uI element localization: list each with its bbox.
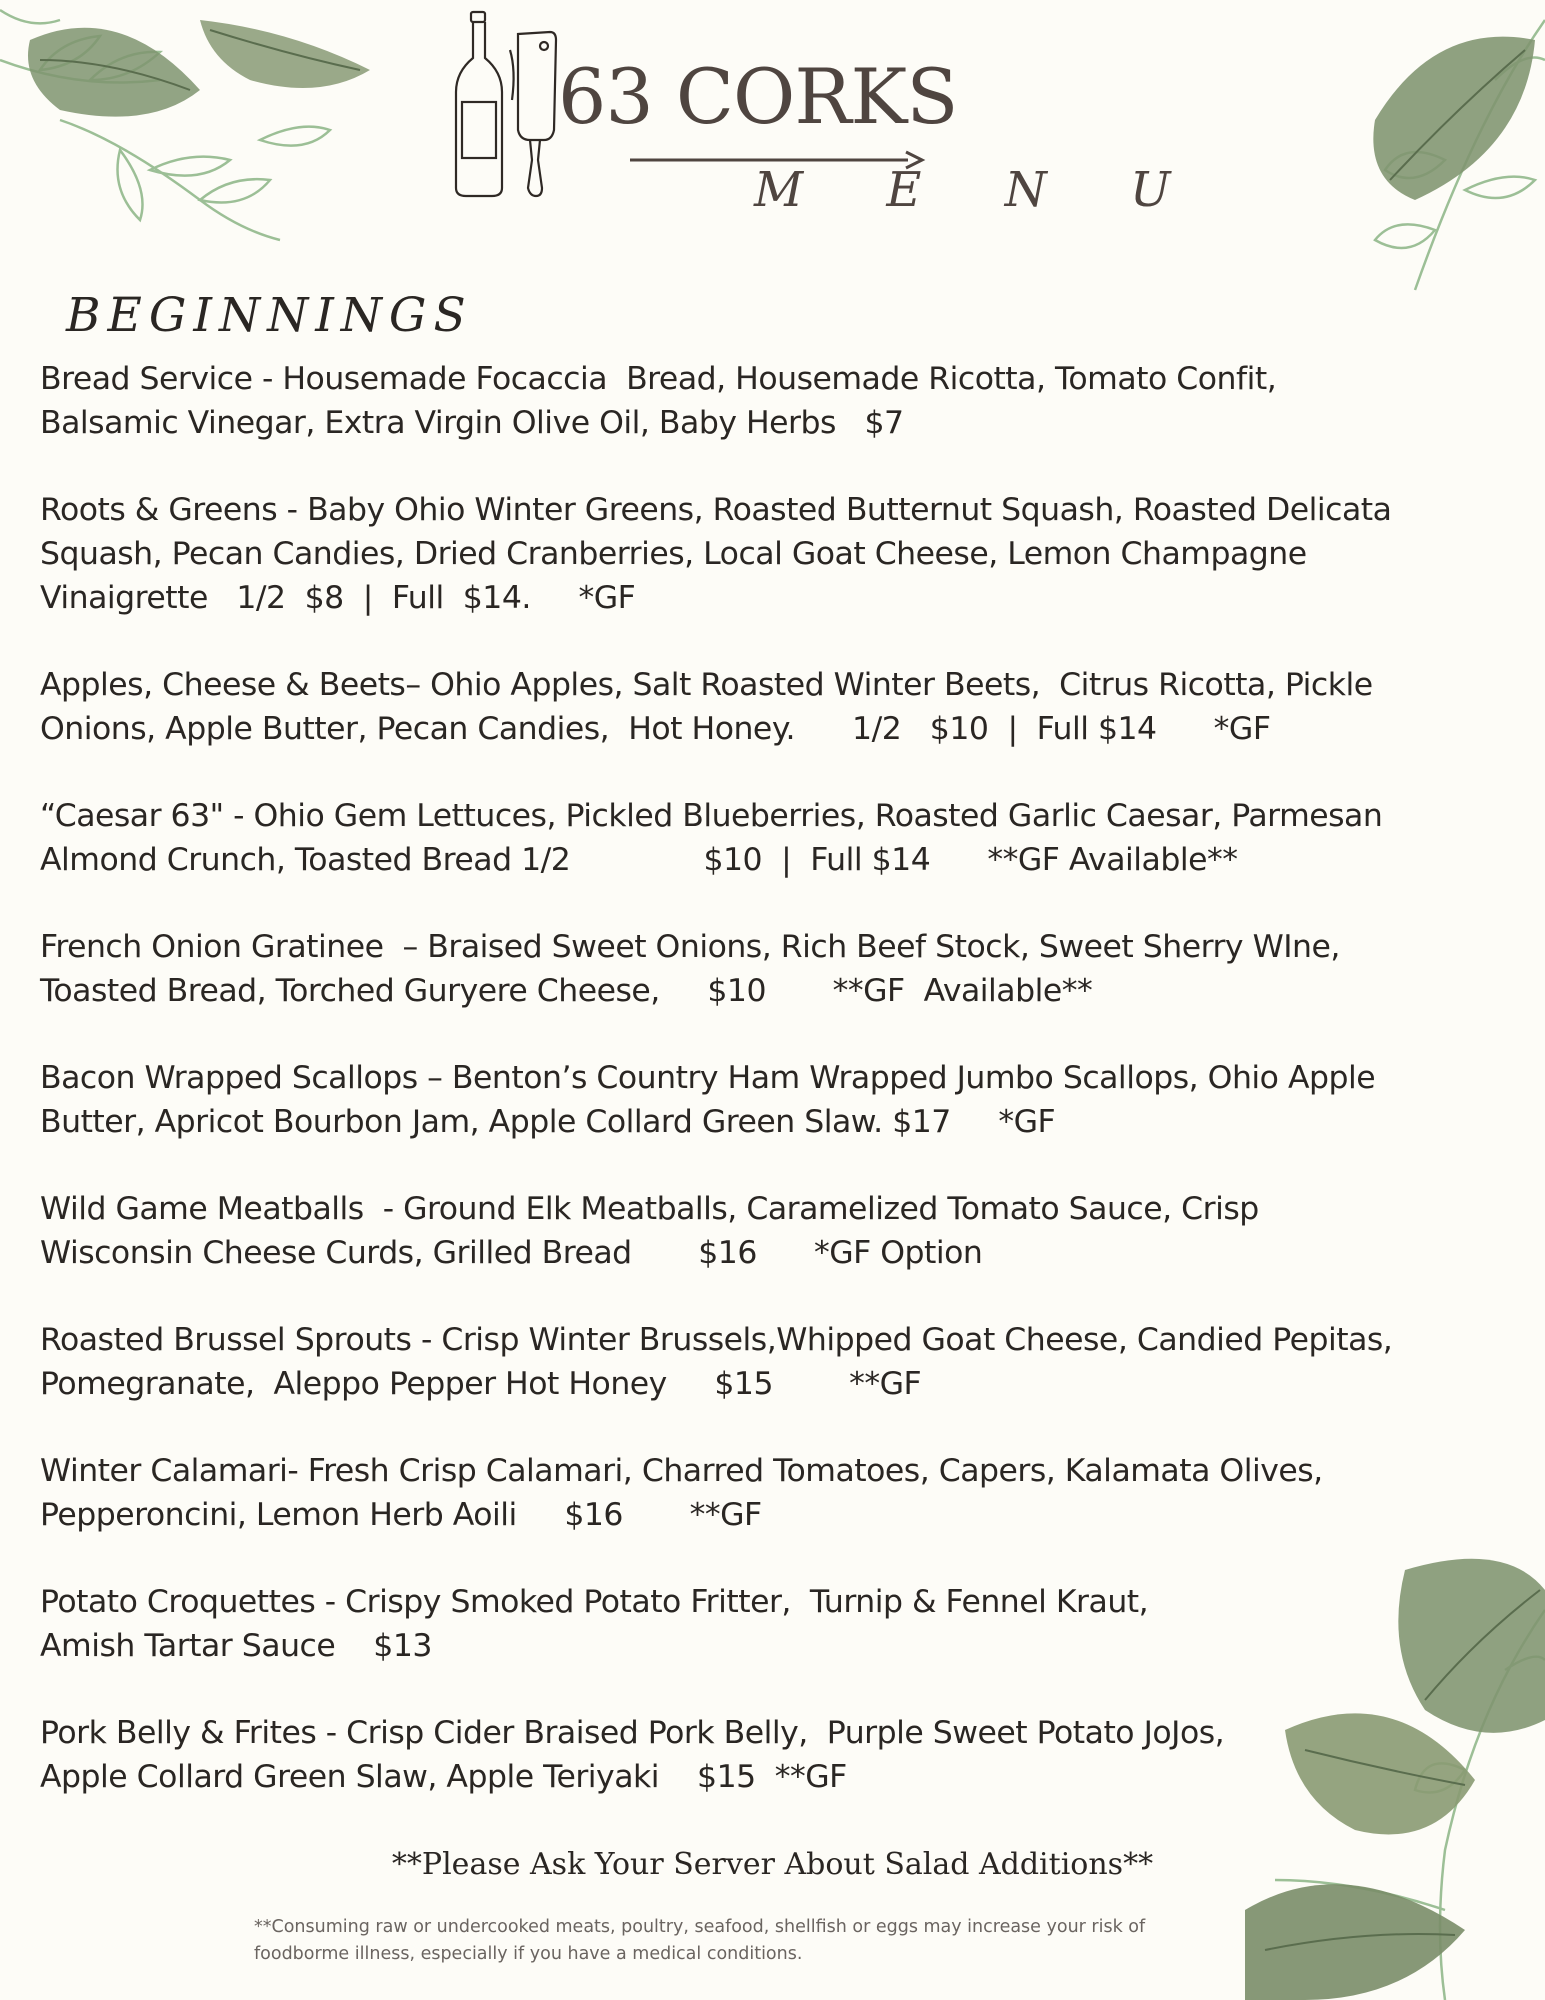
- section-title: BEGINNINGS: [66, 288, 473, 343]
- menu-item-pork-belly-frites: Pork Belly & Frites - Crisp Cider Braised Pork Belly, Purple Sweet Potato JoJos, Apple Collard Green Slaw, Apple Teriyaki $15 **GF: [40, 1715, 1225, 1795]
- menu-item-caesar-63: “Caesar 63" - Ohio Gem Lettuces, Pickled Blueberries, Roasted Garlic Caesar, Parmesan Almond Crunch, Toasted Bread 1/2 $10 | Full $14 **GF Available**: [40, 798, 1383, 878]
- menu-item-bacon-wrapped-scallops: Bacon Wrapped Scallops – Benton’s Country Ham Wrapped Jumbo Scallops, Ohio Apple Butter, Apricot Bourbon Jam, Apple Collard Green Slaw. $17 *GF: [40, 1060, 1376, 1140]
- leaf-cluster-top-right: [1295, 0, 1545, 300]
- salad-additions-note: **Please Ask Your Server About Salad Additions**: [391, 1847, 1154, 1882]
- menu-item-potato-croquettes: Potato Croquettes - Crispy Smoked Potato Fritter, Turnip & Fennel Kraut, Amish Tartar Sauce $13: [40, 1584, 1149, 1664]
- menu-item-wild-game-meatballs: Wild Game Meatballs - Ground Elk Meatballs, Caramelized Tomato Sauce, Crisp Wisconsin Cheese Curds, Grilled Bread $16 *GF Option: [40, 1191, 1259, 1271]
- menu-list: [40, 357, 1500, 1842]
- menu-item-winter-calamari: Winter Calamari- Fresh Crisp Calamari, Charred Tomatoes, Capers, Kalamata Olives, Pepperoncini, Lemon Herb Aoili $16 **GF: [40, 1453, 1323, 1533]
- leaf-cluster-top-left: [0, 0, 380, 260]
- menu-item-roasted-brussel-sprouts: Roasted Brussel Sprouts - Crisp Winter Brussels,Whipped Goat Cheese, Candied Pepitas, Pomegranate, Aleppo Pepper Hot Honey $15 **GF: [40, 1322, 1393, 1402]
- menu-item-roots-greens: Roots & Greens - Baby Ohio Winter Greens, Roasted Butternut Squash, Roasted Delicata Squash, Pecan Candies, Dried Cranberries, Local Goat Cheese, Lemon Champagne Vinaigrette 1/2 $8 | Full $14. *GF: [40, 492, 1392, 616]
- menu-item-bread-service: Bread Service - Housemade Focaccia Bread, Housemade Ricotta, Tomato Confit, Balsamic Vinegar, Extra Virgin Olive Oil, Baby Herbs $7: [40, 361, 1277, 441]
- food-safety-disclaimer: **Consuming raw or undercooked meats, poultry, seafood, shellfish or eggs may increase your risk of foodborme illness, especially if you have a medical conditions.: [254, 1917, 1146, 1964]
- brand-logo: [448, 8, 1205, 218]
- brand-title: 63 CORKS: [558, 52, 958, 141]
- menu-item-french-onion-gratinee: French Onion Gratinee – Braised Sweet Onions, Rich Beef Stock, Sweet Sherry WIne, Toasted Bread, Torched Guryere Cheese, $10 **GF Available**: [40, 929, 1340, 1009]
- menu-item-apples-cheese-beets: Apples, Cheese & Beets– Ohio Apples, Salt Roasted Winter Beets, Citrus Ricotta, Pickle Onions, Apple Butter, Pecan Candies, Hot Honey. 1/2 $10 | Full $14 *GF: [40, 667, 1373, 747]
- menu-subtitle: M E N U: [754, 162, 1205, 218]
